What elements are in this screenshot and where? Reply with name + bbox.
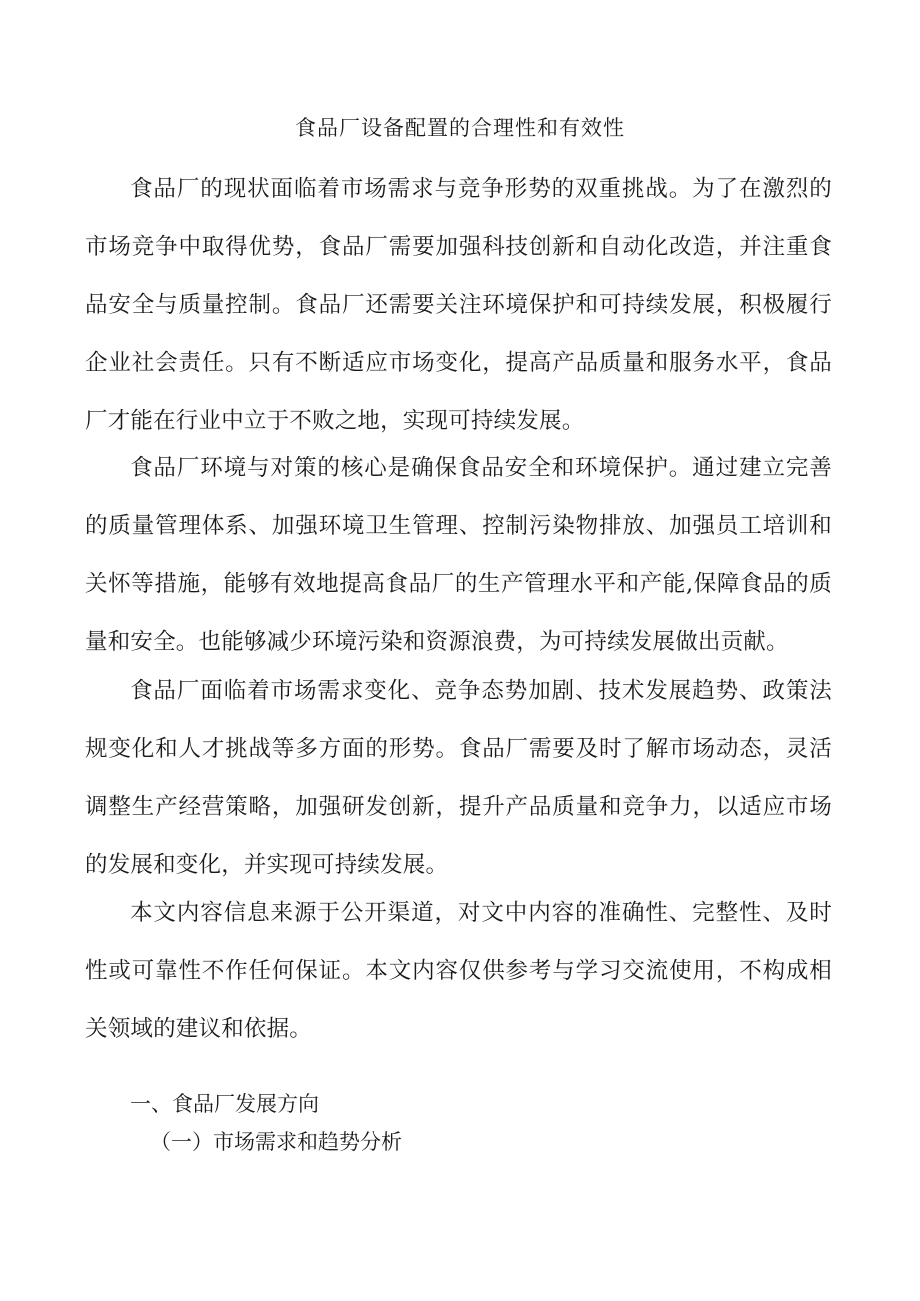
body-paragraph: 食品厂的现状面临着市场需求与竞争形势的双重挑战。为了在激烈的市场竞争中取得优势，食品厂需要加强科技创新和自动化改造，并注重食品安全与质量控制。食品厂还需要关注环境保护和可持续发展，积极履行企业社会责任。只有不断适应市场变化，提高产品质量和服务水平，食品厂才能在行业中立于不败之地，实现可持续发展。 [85,176,832,434]
body-paragraph: 食品厂面临着市场需求变化、竞争态势加剧、技术发展趋势、政策法规变化和人才挑战等多方面的形势。食品厂需要及时了解市场动态，灵活调整生产经营策略，加强研发创新，提升产品质量和竞争力，以适应市场的发展和变化，并实现可持续发展。 [85,678,832,878]
document-title: 食品厂设备配置的合理性和有效性 [295,116,625,140]
disclaimer-paragraph: 本文内容信息来源于公开渠道，对文中内容的准确性、完整性、及时性或可靠性不作任何保证。本文内容仅供参考与学习交流使用，不构成相关领域的建议和依据。 [85,900,832,1042]
subsection-heading: （一）市场需求和趋势分析 [150,1130,402,1154]
section-heading: 一、食品厂发展方向 [130,1092,319,1116]
body-paragraph: 食品厂环境与对策的核心是确保食品安全和环境保护。通过建立完善的质量管理体系、加强环境卫生管理、控制污染物排放、加强员工培训和关怀等措施，能够有效地提高食品厂的生产管理水平和产能,保障食品的质量和安全。也能够减少环境污染和资源浪费，为可持续发展做出贡献。 [85,455,832,655]
